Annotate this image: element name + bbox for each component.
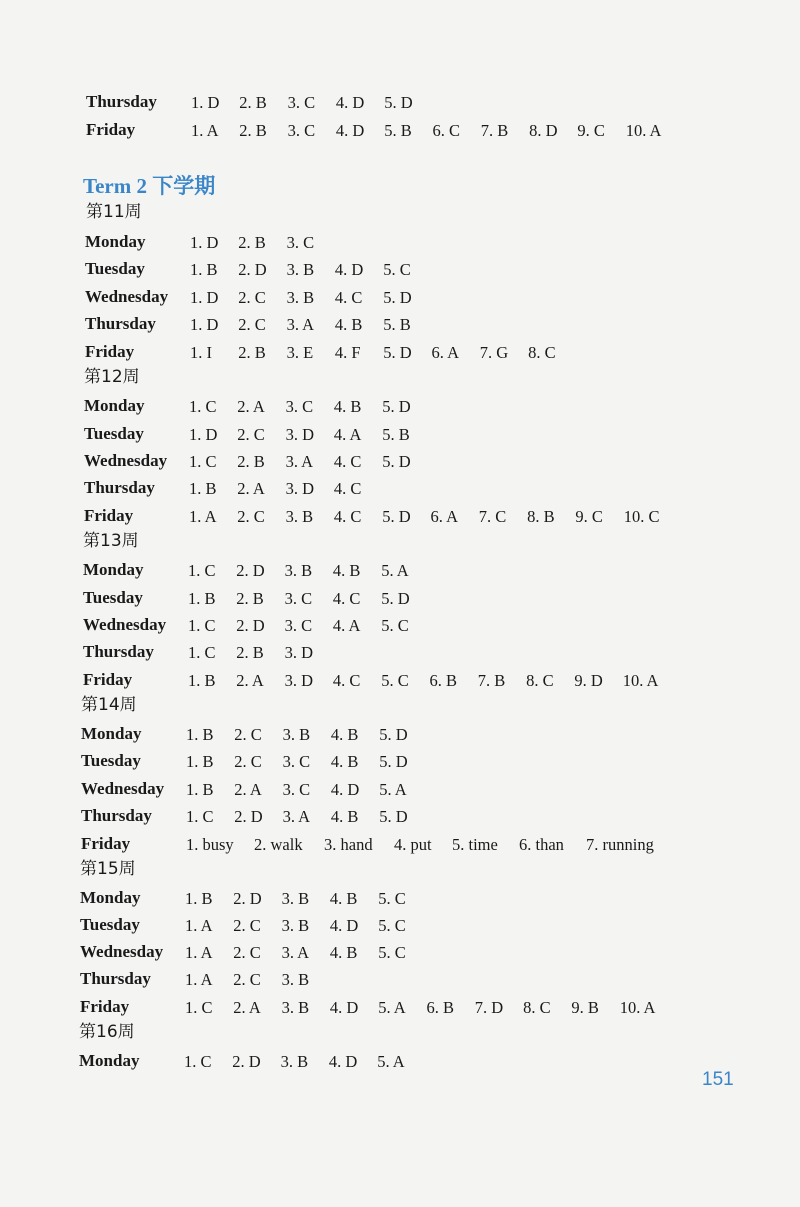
answer-item: 4. C [334,288,363,307]
day-label: Tuesday [84,424,144,443]
answer-item: 2. walk [254,835,303,854]
answer-item: 5. D [379,725,408,744]
day-label: Thursday [86,92,157,111]
answer-item: 4. C [332,671,361,690]
answer-item: 3. D [285,479,315,498]
day-label: Monday [85,232,146,251]
answer-item: 10. A [625,121,662,140]
answer-item: 4. D [330,780,360,799]
answer-item: 2. A [237,479,265,498]
answer-item: 5. D [383,288,412,307]
day-label: Wednesday [81,779,165,798]
answer-item: 3. D [285,425,315,444]
answer-item: 5. A [377,1052,405,1071]
answer-item: 1. C [188,561,216,580]
answer-item: 3. A [285,452,314,471]
answer-item: 2. C [233,916,261,935]
term-heading: Term 2 下学期 [83,174,216,198]
answer-item: 7. D [474,998,504,1017]
answer-item: 1. D [189,425,218,444]
answer-item: 3. C [282,780,311,799]
answer-item: 3. B [282,725,311,744]
answer-item: 5. D [384,93,413,112]
answer-item: 1. C [186,807,214,826]
week-heading: 第13周 [83,531,139,551]
answer-item: 1. C [184,1052,212,1071]
answer-item: 6. C [432,121,461,140]
answer-item: 5. D [379,752,408,771]
answer-item: 3. B [284,561,313,580]
day-label: Wednesday [83,615,167,634]
answer-item: 5. D [382,397,411,416]
answer-item: 5. C [381,671,409,690]
answer-item: 9. C [575,507,603,526]
answer-item: 3. E [286,343,314,362]
answer-item: 2. A [234,780,262,799]
answer-item: 2. B [236,643,264,662]
answer-item: 3. B [285,507,314,526]
answer-item: 6. B [429,671,458,690]
answer-item: 3. B [286,260,315,279]
answer-item: 7. G [479,343,509,362]
answer-item: 4. B [330,807,359,826]
day-label: Monday [83,560,144,579]
answer-item: 2. C [237,425,265,444]
day-label: Tuesday [83,588,143,607]
answer-item: 2. D [236,616,265,635]
answer-item: 3. C [285,397,314,416]
answer-item: 3. C [284,616,313,635]
answer-item: 1. B [190,260,218,279]
answer-item: 8. B [527,507,555,526]
day-label: Monday [84,396,145,415]
answer-item: 2. A [233,998,261,1017]
answer-item: 2. D [234,807,263,826]
answer-item: 1. B [185,889,213,908]
answer-item: 8. C [523,998,551,1017]
answer-item: 5. time [452,835,498,854]
answer-item: 3. C [284,589,313,608]
answer-item: 4. B [333,397,362,416]
day-label: Tuesday [80,915,140,934]
answer-item: 4. D [328,1052,358,1071]
week-heading: 第15周 [80,859,136,879]
answer-item: 3. B [281,970,310,989]
answer-item: 5. C [381,616,409,635]
answer-item: 4. B [329,889,358,908]
day-label: Friday [81,834,131,853]
answer-item: 2. C [234,725,262,744]
answer-item: 4. B [334,315,363,334]
answer-item: 7. running [586,835,654,854]
answer-item: 2. C [233,943,261,962]
week-heading: 第14周 [81,695,137,715]
answer-item: 1. D [190,315,219,334]
day-label: Thursday [85,314,156,333]
day-label: Friday [86,120,136,139]
day-label: Friday [85,342,135,361]
day-label: Friday [84,506,134,525]
answer-item: 7. B [477,671,506,690]
answer-item: 1. A [185,943,213,962]
answer-item: 3. A [282,807,311,826]
answer-item: 4. B [329,943,358,962]
answer-item: 5. D [381,589,410,608]
answer-item: 4. B [332,561,361,580]
answer-item: 4. D [329,998,359,1017]
answer-item: 2. C [233,970,261,989]
answer-item: 5. D [382,452,411,471]
answer-item: 3. B [281,916,310,935]
answer-item: 9. B [571,998,599,1017]
answer-item: 2. B [236,589,264,608]
answer-item: 9. D [574,671,603,690]
answer-item: 4. put [394,835,432,854]
answer-item: 3. hand [324,835,373,854]
answer-item: 1. B [188,589,216,608]
day-label: Tuesday [81,751,141,770]
answer-item: 5. B [384,121,412,140]
answer-item: 2. D [236,561,265,580]
answer-item: 10. C [623,507,660,526]
answer-item: 5. B [382,425,410,444]
answer-item: 6. than [519,835,564,854]
answer-item: 2. A [237,397,265,416]
answer-item: 5. A [381,561,409,580]
answer-item: 7. B [480,121,509,140]
answer-item: 5. A [379,780,407,799]
answer-item: 8. D [529,121,558,140]
answer-item: 1. D [190,288,219,307]
answer-item: 1. C [185,998,213,1017]
answer-item: 3. A [286,315,315,334]
answer-item: 4. D [335,93,365,112]
answer-item: 2. B [239,93,267,112]
answer-item: 1. A [185,970,213,989]
answer-item: 3. A [281,943,310,962]
answer-item: 3. B [281,998,310,1017]
answer-item: 2. C [238,315,266,334]
answer-item: 3. C [286,233,315,252]
answer-item: 4. C [333,479,362,498]
answer-item: 2. D [233,889,262,908]
answer-item: 1. busy [186,835,234,854]
answer-item: 8. C [528,343,556,362]
answer-item: 3. C [287,121,316,140]
answer-item: 3. C [282,752,311,771]
answer-item: 1. D [190,233,219,252]
answer-item: 3. B [280,1052,309,1071]
answer-item: 5. D [382,507,411,526]
day-label: Monday [80,888,141,907]
answer-item: 6. A [431,343,460,362]
answer-item: 5. D [379,807,408,826]
answer-item: 4. D [334,260,364,279]
answer-item: 1. A [189,507,217,526]
answer-item: 4. B [330,752,359,771]
answer-item: 2. B [238,343,266,362]
answer-item: 4. D [329,916,359,935]
day-label: Monday [81,724,142,743]
answer-item: 2. B [239,121,267,140]
answer-item: 1. B [189,479,217,498]
day-label: Wednesday [80,942,164,961]
day-label: Monday [79,1051,140,1070]
answer-item: 2. C [238,288,266,307]
answer-item: 2. A [236,671,264,690]
answer-item: 5. C [378,916,406,935]
day-label: Friday [83,670,133,689]
answer-item: 3. D [284,643,314,662]
answer-item: 4. D [335,121,365,140]
answer-item: 4. C [333,507,362,526]
answer-item: 1. C [189,397,217,416]
answer-item: 4. A [332,616,361,635]
day-label: Thursday [83,642,154,661]
day-label: Tuesday [85,259,145,278]
answer-item: 10. A [622,671,659,690]
answer-item: 5. B [383,315,411,334]
answer-item: 4. B [330,725,359,744]
answer-item: 7. C [478,507,507,526]
answer-item: 1. A [185,916,213,935]
answer-item: 5. D [383,343,412,362]
answer-item: 5. A [378,998,406,1017]
answer-item: 1. B [186,725,214,744]
answer-item: 1. C [189,452,217,471]
page-number: 151 [702,1069,734,1090]
answer-item: 3. C [287,93,316,112]
answer-item: 3. D [284,671,314,690]
answer-item: 4. C [332,589,361,608]
answer-item: 6. B [426,998,455,1017]
answer-item: 6. A [430,507,459,526]
answer-item: 5. C [383,260,411,279]
week-heading: 第12周 [84,367,140,387]
day-label: Wednesday [84,451,168,470]
answer-item: 5. C [378,889,406,908]
answer-item: 2. B [238,233,266,252]
answer-item: 1. I [190,343,212,362]
answer-item: 3. B [286,288,315,307]
answer-item: 3. B [281,889,310,908]
answer-item: 2. B [237,452,265,471]
answer-item: 2. D [232,1052,261,1071]
answer-item: 4. F [334,343,361,362]
answer-item: 2. C [237,507,265,526]
answer-item: 4. C [333,452,362,471]
week-heading: 第16周 [79,1022,135,1042]
answer-item: 1. C [188,643,216,662]
answer-item: 1. B [188,671,216,690]
answer-item: 2. D [238,260,267,279]
answer-item: 1. D [191,93,220,112]
answer-item: 1. B [186,752,214,771]
day-label: Wednesday [85,287,169,306]
day-label: Thursday [80,969,151,988]
answer-item: 1. A [191,121,219,140]
answer-item: 10. A [619,998,656,1017]
answer-item: 4. A [333,425,362,444]
day-label: Friday [80,997,130,1016]
day-label: Thursday [81,806,152,825]
answer-item: 2. C [234,752,262,771]
answer-item: 1. B [186,780,214,799]
answer-item: 5. C [378,943,406,962]
week-heading: 第11周 [86,202,142,222]
answer-item: 1. C [188,616,216,635]
answer-item: 8. C [526,671,554,690]
day-label: Thursday [84,478,155,497]
answer-item: 9. C [577,121,605,140]
